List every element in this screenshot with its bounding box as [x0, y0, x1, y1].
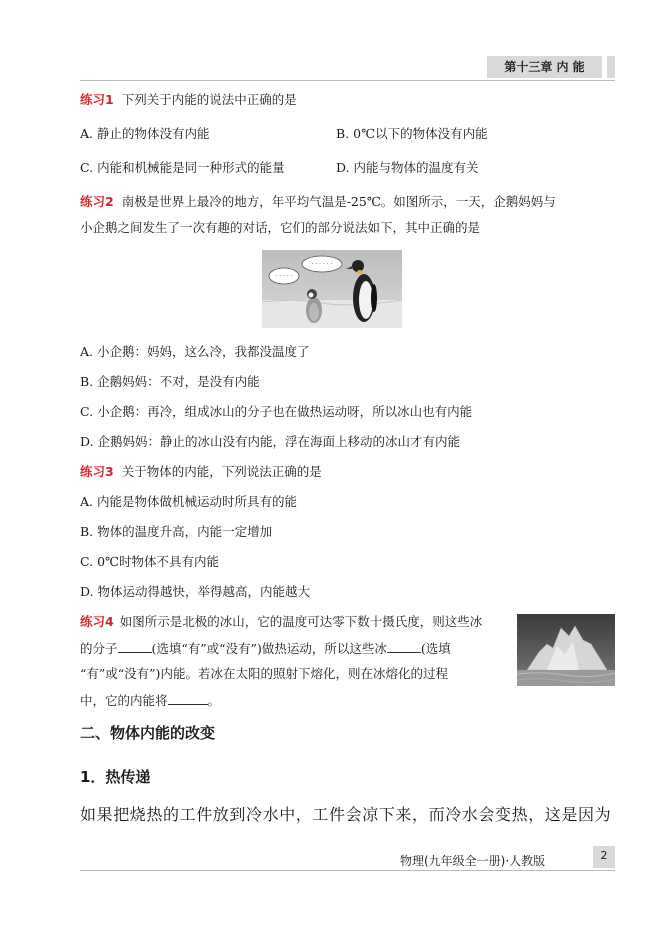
penguin-figure — [262, 250, 402, 328]
bubble-small-text: · · · · · — [275, 273, 293, 280]
exercise-1-question: 下列关于内能的说法中正确的是 — [121, 92, 297, 107]
exercise-4-line4-part-b: 。 — [207, 693, 221, 708]
exercise-3-option-d: D. 物体运动得越快，举得越高，内能越大 — [80, 584, 311, 599]
exercise-4-line1: 如图所示是北极的冰山，它的温度可达零下数十摄氏度，则这些冰 — [119, 614, 483, 629]
answer-blank-2[interactable] — [387, 640, 421, 653]
header-divider — [80, 80, 615, 81]
exercise-4 — [80, 614, 482, 630]
exercise-1-label: 练习1 — [80, 92, 114, 107]
exercise-4-line4-part-a: 中，它的内能将 — [80, 693, 168, 708]
page-number: 2 — [593, 846, 615, 868]
section-heading: 二、物体内能的改变 — [80, 724, 216, 742]
exercise-4-line2-part-c: (选填 — [420, 641, 451, 656]
exercise-4-line4 — [80, 692, 220, 709]
exercise-4-label: 练习4 — [80, 614, 114, 629]
answer-blank-3[interactable] — [168, 692, 208, 705]
exercise-1-option-c: C. 内能和机械能是同一种形式的能量 — [80, 160, 285, 175]
exercise-2-option-c: C. 小企鹅：再冷，组成冰山的分子也在做热运动呀，所以冰山也有内能 — [80, 404, 473, 419]
footer-divider — [80, 870, 615, 871]
exercise-1 — [80, 92, 297, 108]
exercise-2-label: 练习2 — [80, 194, 114, 209]
iceberg-figure — [517, 614, 615, 686]
exercise-3-option-a: A. 内能是物体做机械运动时所具有的能 — [80, 494, 297, 509]
exercise-4-line3: “有”或“没有”)内能。若冰在太阳的照射下熔化，则在冰熔化的过程 — [80, 666, 448, 681]
footer-book-title: 物理(九年级全一册)·人教版 — [400, 854, 546, 868]
exercise-3-label: 练习3 — [80, 464, 114, 479]
subsection-heading: 1．热传递 — [80, 768, 151, 786]
exercise-2-option-d: D. 企鹅妈妈：静止的冰山没有内能，浮在海面上移动的冰山才有内能 — [80, 434, 461, 449]
chapter-header: 第十三章 内 能 — [487, 56, 602, 78]
exercise-1-option-b: B. 0℃以下的物体没有内能 — [336, 126, 488, 141]
exercise-1-option-d: D. 内能与物体的温度有关 — [336, 160, 479, 175]
exercise-4-line2 — [80, 640, 451, 657]
answer-blank-1[interactable] — [118, 640, 152, 653]
exercise-2-option-b: B. 企鹅妈妈：不对，是没有内能 — [80, 374, 260, 389]
exercise-2-question-line2: 小企鹅之间发生了一次有趣的对话，它们的部分说法如下，其中正确的是 — [80, 220, 481, 235]
exercise-4-line2-part-b: (选填“有”或“没有”)做热运动，所以这些冰 — [151, 641, 387, 656]
header-accent-bar — [607, 56, 615, 78]
exercise-3-question: 关于物体的内能，下列说法正确的是 — [121, 464, 322, 479]
exercise-3-option-c: C. 0℃时物体不具有内能 — [80, 554, 220, 569]
exercise-2-option-a: A. 小企鹅：妈妈，这么冷，我都没温度了 — [80, 344, 310, 359]
exercise-2-question-line1: 南极是世界上最冷的地方，年平均气温是-25℃。如图所示，一天，企鹅妈妈与 — [121, 194, 556, 209]
exercise-2 — [80, 194, 556, 210]
exercise-4-line2-part-a: 的分子 — [80, 641, 118, 656]
exercise-1-option-a: A. 静止的物体没有内能 — [80, 126, 210, 141]
body-paragraph: 如果把烧热的工件放到冷水中，工件会凉下来，而冷水会变热，这是因为 — [80, 805, 612, 824]
iceberg-illustration — [517, 614, 615, 686]
penguin-illustration — [262, 250, 402, 328]
exercise-3-option-b: B. 物体的温度升高，内能一定增加 — [80, 524, 273, 539]
bubble-large-text: · · · · · · — [311, 261, 333, 268]
exercise-3 — [80, 464, 322, 480]
